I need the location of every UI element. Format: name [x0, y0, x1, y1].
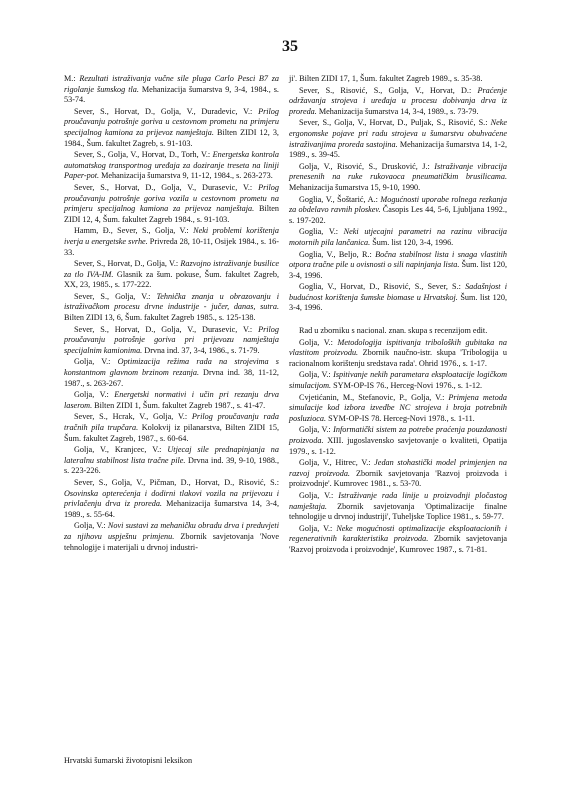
bibliography-entry — [64, 325, 279, 357]
entry-authors: Golja, V.: — [74, 357, 118, 367]
bibliography-entry — [64, 357, 279, 389]
entry-authors: Golja, V.: — [299, 337, 338, 347]
entry-authors: Sever, S., Risović, S., Golja, V., Horvat, D.: — [299, 85, 478, 95]
entry-source: Šum. list 120, 3-4, 1996. — [289, 292, 507, 313]
entry-source: Bilten ZIDI 12, 4, Šum. fakultet Zagreb 1984., s. 91-103. — [64, 204, 279, 224]
entry-authors: Sever, S., Horvat, D., Golja, V., Durasevic, V.: — [74, 182, 259, 192]
entry-authors: Golja, V., Kranjcec, V.: — [74, 445, 168, 455]
bibliography-entry — [64, 478, 279, 520]
entry-source: Mehanizacija šumarstva 9, 3-4, 1984., s. 53-74. — [64, 84, 279, 105]
entry-authors: Golja, V.: — [299, 370, 334, 380]
entry-title: Utjecaj sile prednapinjanja na lateralnu stabilnost lista tračne pile. — [64, 445, 279, 465]
entry-source: Bilten ZIDI 12, 3, 1984., Šum. fakultet Zagreb, s. 91-103. — [64, 127, 279, 148]
entry-authors: Golja, V.: — [74, 390, 115, 400]
entry-source: SYM-OP-IS 78. Herceg-Novi 1978., s. 1-11. — [326, 413, 475, 423]
entry-authors: Sever, S., Hcrak, V., Golja, V.: — [74, 412, 192, 422]
bibliography-entry — [289, 74, 507, 85]
entry-source: Zbornik savjetovanja 'Razvoj proizvoda i proizvodnje'. Kumrovec 1981., s. 53-70. — [289, 468, 508, 489]
entry-title: Praćenje održavanja strojeva i uređaja u procesu dobivanja drva iz proreda. — [289, 85, 507, 116]
bibliography-entry — [64, 107, 279, 149]
entry-source: Rad u zborniku s nacional. znan. skupa s recenzijom edit. — [299, 326, 488, 336]
entry-title: Bočna stabilnost lista i snaga vlastitih otpora tračne pile u ovisnosti o sili napinjanja lista. — [289, 249, 507, 270]
bibliography-entry — [289, 162, 507, 194]
entry-title: Optimizacija režima rada na strojevima s konstantnom glavnom brzinom rezanja. — [64, 357, 279, 378]
bibliography-entry — [64, 292, 279, 324]
bibliography-entry — [289, 86, 507, 118]
bibliography-entry — [289, 393, 507, 425]
bibliography-entry — [64, 150, 279, 182]
entry-title: Neki problemi korištenja iverja u energetske svrhe. — [64, 226, 279, 246]
entry-authors: Sever, S., Golja, V., Pičman, D., Horvat, D., Risović, S.: — [74, 477, 279, 487]
entry-title: Mogućnosti uporabe rolnega rezkanja za obdelavo ravnih ploskev. — [289, 194, 507, 215]
bibliography-entry — [289, 458, 507, 490]
bibliography-entry — [64, 259, 279, 291]
entry-source: Privreda 28, 10-11, Osijek 1984., s. 16-33. — [64, 236, 280, 257]
entry-authors: Golja, V., Hitrec, V.: — [299, 458, 375, 468]
entry-authors: Golja, V.: — [299, 490, 339, 500]
bibliography-entry — [289, 370, 507, 391]
entry-title: Prilog proučavanju potrošnje goriva vozila u cestovnom prometu na primjeru specijalnog kamiona za prijevoz namještaja. — [64, 182, 279, 214]
entry-authors: Sever, S., Golja, V.: — [74, 291, 157, 301]
entry-authors: M.: — [64, 74, 80, 83]
entry-source: Bilten ZIDI 1, Šum. fakultet Zagreb 1987., s. 41-47. — [92, 400, 266, 410]
bibliography-entry — [64, 412, 279, 444]
entry-title: Novi sustavi za mehaničku obradu drva i preduvjeti za njihovu uspješnu primjenu. — [64, 521, 279, 541]
entry-title: Ispitivanje nekih parametara eksploatacije logičkom simulacijom. — [289, 370, 507, 391]
entry-authors: Goglia, V.: — [299, 227, 344, 237]
left-column — [64, 74, 279, 554]
entry-source: Zbornik naučno-istr. skupa 'Tribologija u racionalnom korištenju sredstava rada'. Ohrid 1976., s. 1-17. — [289, 348, 507, 368]
entry-title: Istraživanje vibracija prenesenih na ruke rukovaoca pneumatičkim brusilicama. — [289, 161, 507, 182]
bibliography-entry — [289, 524, 507, 556]
page-number: 35 — [282, 38, 298, 55]
entry-source: Glasnik za šum. pokuse, Šum. fakultet Zagreb, XX, 23, 1985., s. 177-222. — [64, 269, 279, 290]
entry-title: Energetska kontrola automatskog transportnog uređaja za doziranje treseta na liniji Paper-pot. — [64, 150, 279, 181]
bibliography-entry — [289, 250, 507, 282]
entry-authors: Goglia, V., Beljo, R.: — [299, 249, 376, 259]
entry-source: Zbornik savjetovanja 'Razvoj proizvoda i proizvodnje', Kumrovec 1987., s. 71-81. — [289, 534, 507, 554]
bibliography-entry — [64, 183, 279, 225]
bibliography-entry — [64, 74, 279, 106]
entry-source: Zbornik savjetovanja 'Nove tehnologije i materijali u drvnoj industri- — [64, 531, 279, 552]
bibliography-entry — [289, 326, 507, 337]
entry-source: Mehanizacija šumarstva 14, 1-2, 1989., s. 39-45. — [289, 139, 507, 160]
entry-source: Drvna ind. 38, 11-12, 1987., s. 263-267. — [64, 368, 279, 388]
entry-source: Bilten ZIDI 13, 6, Šum. fakultet Zagreb 1985., s. 125-138. — [64, 313, 256, 323]
entry-authors: Sever, S., Horvat, D., Golja, V., Duradevic, V.: — [74, 106, 259, 116]
entry-source: Drvna ind. 37, 3-4, 1986., s. 71-79. — [142, 345, 260, 355]
entry-title: Neke ergonomske pojave pri radu strojeva u šumarstvu obuhvaćene istraživanjima proreda sastojina. — [289, 118, 507, 149]
entry-source: Mehanizacija šumarstva 14, 3-4, 1989., s. 73-79. — [316, 106, 479, 116]
entry-source: Mehanizacija šumarstva 14, 3-4, 1989., s. 55-64. — [64, 499, 279, 519]
entry-source: Zbornik savjetovanja 'Optimalizacije finalne tehnologije u drvnoj industriji', Tuheljske Toplice 1981., s. 59-77. — [289, 501, 507, 522]
bibliography-entry — [289, 227, 507, 248]
entry-title: Energetski normativi i učin pri rezanju drva laserom. — [64, 390, 279, 410]
page-footer: Hrvatski šumarski životopisni leksikon — [64, 756, 193, 765]
entry-source: Šum. list 120, 3-4, 1996. — [370, 237, 454, 247]
entry-authors: Sever, S., Horvat, D., Golja, V., Durasevic, V.: — [74, 324, 259, 334]
entry-source: ji'. Bilten ZIDI 17, 1, Šum. fakultet Zagreb 1989., s. 35-38. — [289, 74, 483, 83]
entry-source: Mehanizacija šumarstva 15, 9-10, 1990. — [289, 182, 421, 192]
entry-authors: Hamm, Đ., Sever, S., Golja, V.: — [74, 226, 194, 236]
section-gap — [289, 315, 507, 326]
entry-source: Kolokvij iz pilanarstva, Bilten ZIDI 15, Šum. fakultet Zagreb, 1987., s. 60-64. — [64, 423, 279, 443]
entry-authors: Golja, V.: — [299, 425, 334, 435]
entry-title: Prilog proučavanju potrošnje goriva pri prijevozu namještaja specijalnim kamionima. — [64, 324, 279, 355]
entry-title: Sadašnjost i budućnost korištenja šumske biomase u Hrvatskoj. — [289, 282, 507, 302]
entry-authors: Sever, S., Golja, V., Horvat, D., Puljak, S., Risović, S.: — [299, 118, 491, 128]
bibliography-entry — [64, 521, 279, 553]
entry-authors: Goglia, V., Horvat, D., Risović, S., Sever, S.: — [299, 282, 466, 292]
bibliography-entry — [64, 226, 279, 258]
entry-title: Istraživanje rada linije u proizvodnji pločastog namještaja. — [289, 490, 507, 511]
entry-authors: Goglia, V., Šoštarić, A.: — [299, 194, 381, 204]
entry-title: Osovinska opterećenja i dodirni tlakovi vozila na prijevozu i privlačenju drva iz proreda. — [64, 488, 279, 509]
entry-title: Rezultati istraživanja vučne sile pluga Carlo Pesci B7 za rigolanje šumskog tla. — [64, 74, 279, 94]
entry-title: Neke mogućnosti optimalizacije eksploatacionih i regenerativnih karakteristika proizvoda. — [289, 523, 507, 544]
entry-title: Prilog proučavanju rada tračnih pila trupčara. — [64, 412, 279, 432]
entry-source: Šum. list 120, 3-4, 1996. — [289, 260, 507, 280]
entry-title: Razvojno istraživanje busilice za tlo IVA-IM. — [64, 259, 279, 279]
bibliography-entry — [289, 282, 507, 314]
entry-title: Metodologija ispitivanja triboloških gubitaka na vlastitom proizvodu. — [289, 337, 507, 358]
bibliography-entry — [289, 338, 507, 370]
entry-title: Jedan stohastički model primjenjen na razvoj proizvoda. — [289, 458, 507, 478]
entry-title: Neki utjecajni parametri na razinu vibracija motornih pila lančanica. — [289, 227, 507, 247]
entry-authors: Golja, V.: — [299, 523, 337, 533]
bibliography-entry — [64, 390, 279, 411]
entry-source: Drvna ind. 39, 9-10, 1988., s. 223-226. — [64, 455, 280, 476]
entry-authors: Sever, S., Golja, V., Horvat, D., Torh, V.: — [74, 150, 213, 160]
entry-source: Mehanizacija šumarstva 9, 11-12, 1984., s. 263-273. — [99, 171, 273, 181]
entry-source: XIII. jugoslavensko savjetovanje o kvaliteti, Opatija 1979., s. 1-12. — [289, 436, 507, 456]
entry-authors: Golja, V.: — [74, 521, 108, 531]
entry-title: Informatički sistem za potrebe praćenja pouzdanosti proizvoda. — [289, 425, 507, 445]
entry-source: Časopis Les 44, 5-6, Ljubljana 1992., s. 197-202. — [289, 205, 507, 225]
bibliography-entry — [289, 118, 507, 160]
bibliography-entry — [289, 425, 507, 457]
entry-title: Prilog proučavanju potrošnje goriva u cestovnom prometu na primjeru specijalnog kamiona za prijevoz namještaja. — [64, 106, 279, 137]
entry-title: Tehnička znanja u obrazovanju i istraživačkom procesu drvne industrije - jučer, danas, sutra. — [64, 291, 279, 312]
entry-authors: Cvjetićanin, M., Stefanovic, P., Golja, V.: — [299, 392, 449, 402]
bibliography-entry — [289, 491, 507, 523]
entry-source: SYM-OP-IS 76., Herceg-Novi 1976., s. 1-12. — [331, 381, 483, 391]
right-column — [289, 74, 507, 557]
entry-authors: Golja, V., Risović, S., Drusković, J.: — [299, 161, 435, 171]
entry-title: Primjena metoda simulacije kod izbora izvedbe NC strojeva i broja potrebnih posluzioca. — [289, 392, 507, 423]
entry-authors: Sever, S., Horvat, D., Golja, V.: — [74, 259, 181, 269]
bibliography-entry — [289, 195, 507, 227]
bibliography-entry — [64, 445, 279, 477]
